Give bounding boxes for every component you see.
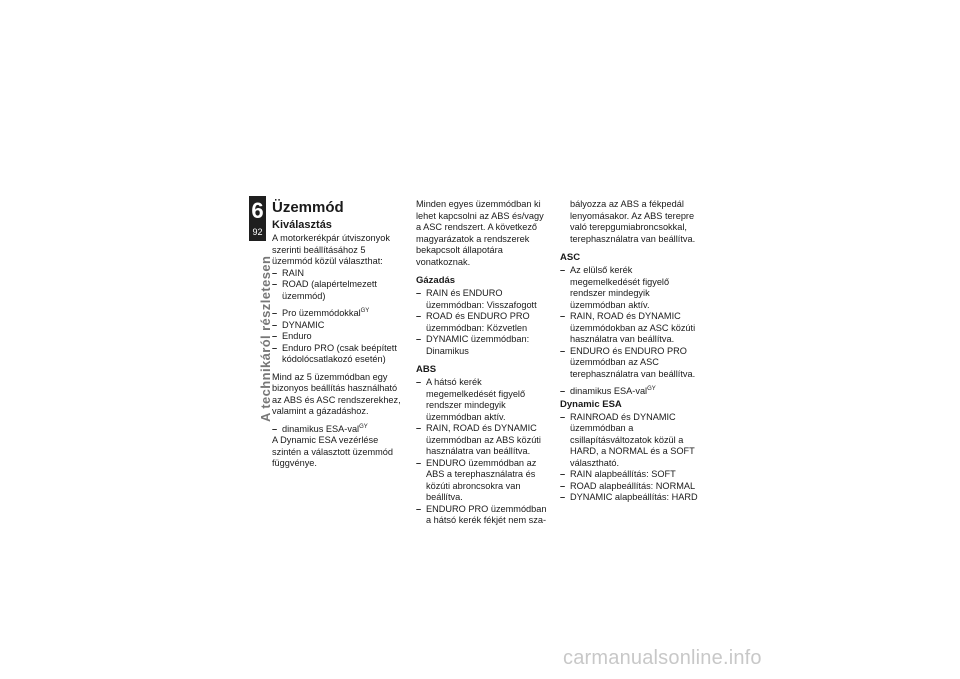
esa-option-list	[560, 386, 700, 398]
list-item: – DYNAMIC üzemmódban: Dinamikus	[416, 334, 551, 357]
intro-paragraph: A motorkerékpár útviszonyok szerinti beállításához 5 üzemmód közül választhat:	[272, 233, 390, 266]
list-item: – DYNAMIC	[272, 320, 407, 332]
list-item: – RAIN, ROAD és DYNAMIC üzemmódban az ABS közúti használatra van beállítva.	[416, 423, 551, 458]
section-subtitle: Kiválasztás	[272, 219, 332, 231]
footnote-marker: GY	[360, 307, 370, 314]
list-item: – ROAD és ENDURO PRO üzemmódban: Közvetlen	[416, 311, 551, 334]
chapter-side-title: A technikáról részletesen	[258, 255, 273, 422]
body-paragraph: A Dynamic ESA vezérlése szintén a választott üzemmód függvénye.	[272, 435, 394, 468]
list-item: – RAIN, ROAD és DYNAMIC üzemmódokban az ASC közúti használatra van beállítva.	[560, 311, 700, 346]
list-item: – ENDURO üzemmódban az ABS a terephasználatra és közúti abroncsokra van beállítva.	[416, 458, 551, 504]
list-item: – Enduro	[272, 331, 407, 343]
continued-text: bályozza az ABS a fékpedál lenyomásakor. Az ABS terepre való terepgumiabroncsokkal, terephasználatra van beállítva.	[570, 199, 696, 244]
list-item: – ENDURO PRO üzemmódban a hátsó kerék fékjét nem sza-	[416, 504, 551, 527]
abs-list	[416, 377, 551, 527]
heading-asc: ASC	[560, 252, 581, 263]
watermark-text: carmanualsonline.info	[563, 647, 762, 669]
chapter-tab	[249, 196, 266, 241]
footnote-marker: GY	[359, 423, 368, 430]
body-paragraph: Mind az 5 üzemmódban egy bizonyos beállítás használható az ABS és ASC rendszerekhez, valamint a gázadáshoz.	[272, 371, 401, 416]
chapter-number: 6	[251, 198, 264, 223]
list-item: – Az elülső kerék megemelkedését figyelő rendszer mindegyik üzemmódban aktív.	[560, 265, 700, 311]
list-item: – RAIN és ENDURO üzemmódban: Visszafogott	[416, 288, 551, 311]
column-3	[560, 199, 700, 504]
pro-mode-list	[272, 308, 407, 366]
esa-list	[272, 424, 407, 436]
footnote-marker: GY	[647, 385, 656, 392]
list-item: – Enduro PRO (csak beépített kódolócsatlakozó esetén)	[272, 343, 407, 366]
gazadas-list	[416, 288, 551, 357]
intro-paragraph: Minden egyes üzemmódban ki lehet kapcsolni az ABS és/vagy a ASC rendszert. A következő magyarázatok a rendszerek bekapcsolt állapotára vonatkoznak.	[416, 199, 544, 267]
list-item: – dinamikus ESA-val$^{GY}$	[560, 386, 700, 398]
list-item: – A hátsó kerék megemelkedését figyelő rendszer mindegyik üzemmódban aktív.	[416, 377, 551, 423]
list-item: – ROAD alapbeállítás: NORMAL	[560, 481, 700, 493]
mode-list	[272, 268, 407, 303]
list-item: – ENDURO és ENDURO PRO üzemmódban az ASC terephasználatra van beállítva.	[560, 346, 700, 381]
list-item: – RAIN	[272, 268, 407, 280]
heading-gazadas: Gázadás	[416, 275, 456, 286]
heading-abs: ABS	[416, 364, 437, 375]
list-item: – RAIN alapbeállítás: SOFT	[560, 469, 700, 481]
list-item: – dinamikus ESA-val$^{GY}$	[272, 424, 407, 436]
asc-list	[560, 265, 700, 380]
list-item: – ROAD (alapértelmezett üzemmód)	[272, 279, 407, 302]
list-item: – DYNAMIC alapbeállítás: HARD	[560, 492, 700, 504]
heading-dynamic-esa: Dynamic ESA	[560, 398, 622, 410]
column-1	[272, 199, 407, 470]
list-item: – Pro üzemmódokkal$^{GY}$	[272, 308, 407, 320]
dynamic-esa-list	[560, 412, 700, 504]
page-number: 92	[252, 227, 263, 237]
list-item: – RAINROAD és DYNAMIC üzemmódban a csillapításváltozatok közül a HARD, a NORMAL és a SOFT választható.	[560, 412, 700, 470]
section-title: Üzemmód	[272, 199, 344, 216]
column-2	[416, 199, 551, 527]
